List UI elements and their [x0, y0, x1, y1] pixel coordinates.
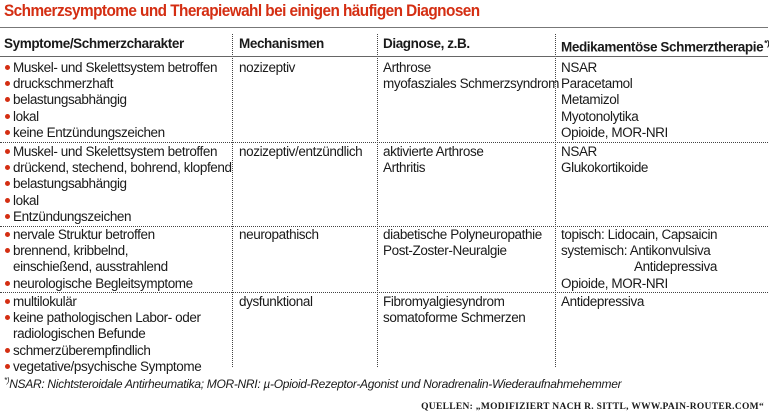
list-item: Muskel- und Skelettsystem betroffen: [4, 60, 217, 76]
row3-symptoms: [4, 227, 193, 292]
list-item: keine pathologischen Labor- oder radiologischen Befunde: [4, 310, 201, 342]
bullet-icon: [5, 315, 10, 320]
bullet-icon: [5, 65, 10, 70]
bullet-icon: [5, 232, 10, 237]
row1-symptoms: [4, 60, 217, 141]
row-divider: [0, 142, 768, 143]
list-item: belastungsabhängig: [4, 176, 232, 192]
row4-diagnoses: Fibromyalgiesyndrom somatoforme Schmerzen: [383, 294, 526, 326]
header-therapy: [561, 36, 769, 56]
list-item: belastungsabhängig: [4, 92, 217, 108]
footnote-text: NSAR: Nichtsteroidale Antirheumatika; MOR-NRI: µ-Opioid-Rezeptor-Agonist und Noradrenalin-Wiederaufnahmehemmer: [9, 377, 622, 391]
bullet-icon: [5, 248, 10, 253]
column-divider: [377, 34, 378, 367]
list-item: lokal: [4, 109, 217, 125]
row2-diagnoses: aktivierte Arthrose Arthritis: [383, 144, 484, 176]
bullet-icon: [5, 348, 10, 353]
list-item: neurologische Begleitsymptome: [4, 276, 193, 292]
row3-mechanism: neuropathisch: [239, 227, 319, 242]
list-item: Entzündungszeichen: [4, 209, 232, 225]
bullet-icon: [5, 181, 10, 186]
row4-therapies: Antidepressiva: [561, 294, 644, 309]
header-therapy-label: Medikamentöse Schmerztherapie: [561, 39, 764, 55]
bullet-icon: [5, 81, 10, 86]
list-item: druckschmerzhaft: [4, 76, 217, 92]
row2-therapies: NSAR Glukokortikoide: [561, 144, 649, 176]
list-item: lokal: [4, 193, 232, 209]
list-item: drückend, stechend, bohrend, klopfend: [4, 160, 232, 176]
list-item: schmerzüberempfindlich: [4, 343, 201, 359]
header-mechanisms: Mechanismen: [239, 36, 324, 51]
list-item: nervale Struktur betroffen: [4, 227, 193, 243]
list-item: vegetative/psychische Symptome: [4, 359, 201, 375]
header-symptoms: Symptome/Schmerzcharakter: [4, 36, 184, 51]
bullet-icon: [5, 165, 10, 170]
header-therapy-marker: *): [764, 39, 769, 48]
row1-therapies: NSAR Paracetamol Metamizol Myotonolytika Opioide, MOR-NRI: [561, 60, 668, 140]
bullet-icon: [5, 130, 10, 135]
bullet-icon: [5, 149, 10, 154]
row4-symptoms: [4, 294, 201, 375]
bullet-icon: [5, 281, 10, 286]
list-item: multilokulär: [4, 294, 201, 310]
row3-diagnoses: diabetische Polyneuropathie Post-Zoster-Neuralgie: [383, 227, 542, 259]
row1-mechanism: nozizeptiv: [239, 60, 296, 75]
therapy-table: [0, 30, 769, 374]
bullet-icon: [5, 299, 10, 304]
footnote: [4, 376, 621, 391]
bullet-icon: [5, 97, 10, 102]
bullet-icon: [5, 198, 10, 203]
list-item: Muskel- und Skelettsystem betroffen: [4, 144, 232, 160]
footnote-marker: *): [4, 376, 10, 385]
list-item: brennend, kribbelnd, einschießend, ausstrahlend: [4, 243, 193, 275]
list-item: keine Entzündungszeichen: [4, 125, 217, 141]
title-divider: [0, 27, 768, 28]
row4-mechanism: dysfunktional: [239, 294, 313, 309]
header-diagnosis: Diagnose, z.B.: [383, 36, 470, 51]
bullet-icon: [5, 214, 10, 219]
source-credit: QUELLEN: „MODIFIZIERT NACH R. SITTL, WWW.PAIN-ROUTER.COM“: [421, 402, 764, 412]
bullet-icon: [5, 364, 10, 369]
row3-therapies: topisch: Lidocain, Capsaicin systemisch: Antikonvulsiva Antidepressiva Opioide, MOR-NRI: [561, 227, 718, 291]
bullet-icon: [5, 114, 10, 119]
row1-diagnoses: Arthrose myofasziales Schmerzsyndrom: [383, 60, 560, 92]
row-divider: [0, 292, 768, 293]
row2-mechanism: nozizeptiv/entzündlich: [239, 144, 363, 159]
column-divider: [232, 34, 233, 367]
page-title: Schmerzsymptome und Therapiewahl bei einigen häufigen Diagnosen: [4, 2, 480, 20]
row2-symptoms: [4, 144, 232, 225]
header-divider: [0, 56, 768, 57]
